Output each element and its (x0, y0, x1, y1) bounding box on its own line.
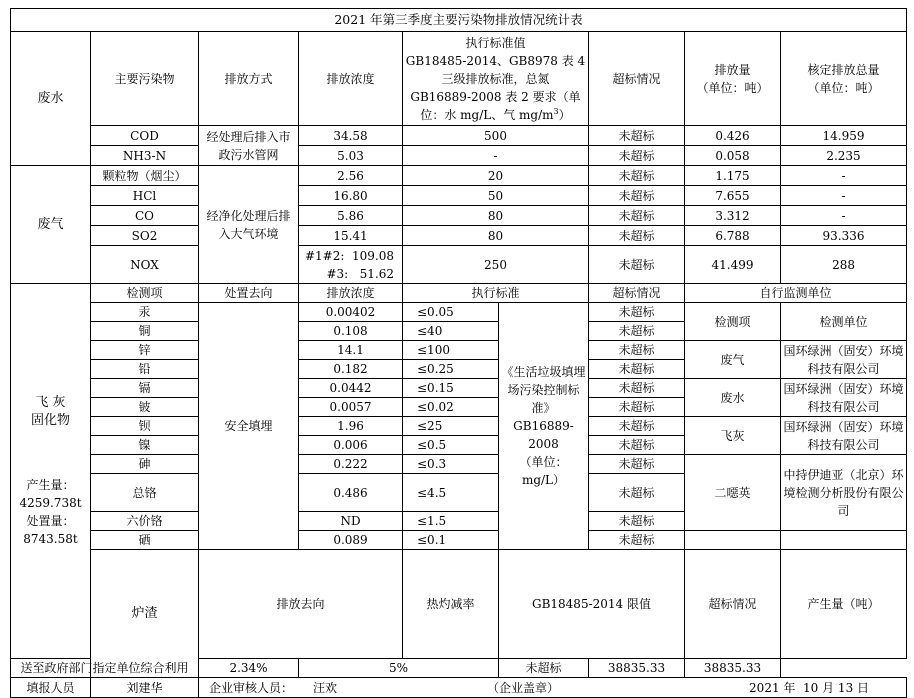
concentration-value: 0.0442 (299, 379, 403, 398)
total-value: 2.235 (781, 146, 907, 166)
exceed-status: 未超标 (589, 126, 685, 146)
header-item: 检测项 (91, 284, 199, 303)
table-row (11, 206, 907, 226)
concentration-value: 0.486 (299, 474, 403, 512)
total-value: - (781, 206, 907, 226)
header-exceed: 超标情况 (589, 32, 685, 126)
header-amount: 排放量 （单位：吨） (685, 32, 781, 126)
exceed-status: 未超标 (589, 146, 685, 166)
limit-value: ≤25 (403, 417, 499, 436)
discharge-method: 经净化处理后排入大气环境 (199, 166, 299, 284)
pollutant-emission-table (10, 8, 907, 698)
reviewer-label: 企业审核人员： (209, 680, 294, 695)
total-value: - (781, 186, 907, 206)
total-value: 14.959 (781, 126, 907, 146)
header-exceed: 超标情况 (589, 284, 685, 303)
amount-value: 41.499 (685, 246, 781, 284)
table-row (11, 417, 907, 436)
flyash-section-label: 飞 灰 固化物 (30, 395, 70, 428)
exceed-status: 未超标 (589, 436, 685, 455)
company-seal: （企业盖章） (487, 680, 560, 695)
table-row (11, 659, 907, 678)
exceed-status: 未超标 (589, 341, 685, 360)
concentration-value: 15.41 (299, 226, 403, 246)
header-slag-exceed: 超标情况 (685, 550, 781, 659)
exceed-status: 未超标 (589, 226, 685, 246)
header-concentration: 排放浓度 (299, 284, 403, 303)
filler-name: 刘建华 (91, 678, 199, 698)
standard-value: 50 (403, 186, 589, 206)
monitor-item: 飞灰 (685, 417, 781, 455)
table-row (11, 379, 907, 398)
test-item: 总铬 (91, 474, 199, 512)
exceed-status: 未超标 (589, 166, 685, 186)
monitor-unit: 中持伊迪亚（北京）环境检测分析股份有限公司 (781, 455, 907, 531)
limit-value: ≤0.05 (403, 303, 499, 322)
concentration-value: 1.96 (299, 417, 403, 436)
header-standard-superscript: 3 (553, 106, 559, 116)
limit-value: ≤40 (403, 322, 499, 341)
header-total: 核定排放总量 （单位：吨） (781, 32, 907, 126)
standard-value: 250 (403, 246, 589, 284)
table-row (11, 303, 907, 322)
table-row (11, 126, 907, 146)
limit-value: ≤1.5 (403, 512, 499, 531)
slag-reduction: 2.34% (199, 659, 299, 678)
section-flyash (11, 284, 91, 659)
header-slag-destination: 排放去向 (199, 550, 403, 659)
monitor-item: 二噁英 (685, 455, 781, 531)
concentration-value: 14.1 (299, 341, 403, 360)
limit-value: ≤4.5 (403, 474, 499, 512)
header-standard (403, 32, 589, 126)
test-item: 汞 (91, 303, 199, 322)
exceed-status: 未超标 (589, 531, 685, 550)
concentration-value: 0.0057 (299, 398, 403, 417)
footer-signature (199, 678, 907, 698)
pollutant-name: NOX (91, 246, 199, 284)
header-pollutant: 主要污染物 (91, 32, 199, 126)
exceed-status: 未超标 (589, 474, 685, 512)
header-concentration: 排放浓度 (299, 32, 403, 126)
discharge-method: 经处理后排入市政污水管网 (199, 126, 299, 166)
limit-value: ≤0.15 (403, 379, 499, 398)
table-row (11, 455, 907, 474)
concentration-value: 0.006 (299, 436, 403, 455)
header-slag-reduction: 热灼减率 (403, 550, 499, 659)
report-date: 2021 年 10 月 13 日 (749, 680, 870, 695)
exceed-status: 未超标 (589, 417, 685, 436)
concentration-value: 0.182 (299, 360, 403, 379)
flyash-production: 产生量： 4259.738t (19, 478, 82, 510)
header-slag-production: 产生量（吨） (781, 550, 907, 659)
pollutant-name: 颗粒物（烟尘） (91, 166, 199, 186)
slag-utilization: 38835.33 (685, 659, 781, 678)
concentration-value: 5.86 (299, 206, 403, 226)
disposal-destination: 安全填埋 (199, 303, 299, 550)
exceed-status: 未超标 (589, 512, 685, 531)
limit-value: ≤0.5 (403, 436, 499, 455)
test-item: 镉 (91, 379, 199, 398)
monitor-unit: 国环绿洲（固安）环境科技有限公司 (781, 379, 907, 417)
test-item: 铅 (91, 360, 199, 379)
amount-value: 7.655 (685, 186, 781, 206)
pollutant-name: HCl (91, 186, 199, 206)
filler-label: 填报人员 (11, 678, 91, 698)
table-row (11, 341, 907, 360)
standard-value: 80 (403, 226, 589, 246)
monitor-unit: 国环绿洲（固安）环境科技有限公司 (781, 341, 907, 379)
table-row (11, 531, 907, 550)
amount-value: 1.175 (685, 166, 781, 186)
header-method: 排放方式 (199, 32, 299, 126)
limit-value: ≤0.1 (403, 531, 499, 550)
exceed-status: 未超标 (589, 379, 685, 398)
concentration-value: 0.108 (299, 322, 403, 341)
concentration-value: 0.00402 (299, 303, 403, 322)
test-item: 六价铬 (91, 512, 199, 531)
monitor-item-empty (685, 531, 781, 550)
amount-value: 3.312 (685, 206, 781, 226)
test-item: 镍 (91, 436, 199, 455)
monitor-unit: 国环绿洲（固安）环境科技有限公司 (781, 417, 907, 455)
exceed-status: 未超标 (589, 246, 685, 284)
footer-row (11, 678, 907, 698)
table-row (11, 226, 907, 246)
concentration-value: 2.56 (299, 166, 403, 186)
exceed-status: 未超标 (589, 322, 685, 341)
monitor-item: 废水 (685, 379, 781, 417)
test-item: 铜 (91, 322, 199, 341)
header-standard: 执行标准 (403, 284, 589, 303)
concentration-value: #1#2: 109.08 #3: 51.62 (299, 246, 403, 284)
concentration-value: 0.222 (299, 455, 403, 474)
exceed-status: 未超标 (589, 360, 685, 379)
table-row (11, 186, 907, 206)
exceed-status: 未超标 (589, 303, 685, 322)
monitor-item-header: 检测项 (685, 303, 781, 341)
report-page (10, 8, 907, 698)
test-item: 硒 (91, 531, 199, 550)
test-item: 钡 (91, 417, 199, 436)
monitor-unit-header: 检测单位 (781, 303, 907, 341)
header-standard-close: ） (558, 107, 571, 122)
test-item: 砷 (91, 455, 199, 474)
concentration-value: 0.089 (299, 531, 403, 550)
limit-value: ≤0.02 (403, 398, 499, 417)
limit-value: ≤100 (403, 341, 499, 360)
reviewer-name: 汪欢 (313, 680, 338, 695)
monitor-item: 废气 (685, 341, 781, 379)
monitor-unit-empty (781, 531, 907, 550)
header-destination: 处置去向 (199, 284, 299, 303)
standard-value: 20 (403, 166, 589, 186)
exceed-status: 未超标 (589, 398, 685, 417)
exceed-status: 未超标 (589, 455, 685, 474)
concentration-value: 34.58 (299, 126, 403, 146)
total-value: 93.336 (781, 226, 907, 246)
standard-description: 《生活垃圾填埋场污染控制标准》 GB16889-2008 （单位：mg/L） (499, 303, 589, 550)
standard-value: - (403, 146, 589, 166)
amount-value: 6.788 (685, 226, 781, 246)
header-slag-limit: GB18485-2014 限值 (499, 550, 685, 659)
table-title: 2021 年第三季度主要污染物排放情况统计表 (11, 9, 907, 32)
table-row (11, 146, 907, 166)
pollutant-name: COD (91, 126, 199, 146)
total-value: - (781, 166, 907, 186)
pollutant-name: SO2 (91, 226, 199, 246)
test-item: 铍 (91, 398, 199, 417)
exceed-status: 未超标 (499, 659, 589, 678)
table-row (11, 166, 907, 186)
total-value: 288 (781, 246, 907, 284)
exceed-status: 未超标 (589, 186, 685, 206)
table-row (11, 246, 907, 284)
limit-value: ≤0.3 (403, 455, 499, 474)
standard-value: 500 (403, 126, 589, 146)
pollutant-name: NH3-N (91, 146, 199, 166)
test-item: 锌 (91, 341, 199, 360)
section-slag: 炉渣 (91, 550, 199, 678)
slag-destination: 送至政府部门指定单位综合利用 (11, 659, 199, 678)
section-wastewater: 废水 (11, 32, 91, 166)
concentration-value: 5.03 (299, 146, 403, 166)
slag-production: 38835.33 (589, 659, 685, 678)
flyash-disposal: 处置量： 8743.58t (23, 514, 78, 546)
standard-value: 80 (403, 206, 589, 226)
concentration-value: ND (299, 512, 403, 531)
header-monitor-unit: 自行监测单位 (685, 284, 907, 303)
pollutant-name: CO (91, 206, 199, 226)
section-exhaust: 废气 (11, 166, 91, 284)
header-standard-text: 执行标准值 GB18485-2014、GB8978 表 4 三级排放标准，总氮 GB16889-2008 表 2 要求（单位：水 mg/L、气 mg/m (405, 35, 586, 122)
exceed-status: 未超标 (589, 206, 685, 226)
slag-limit: 5% (299, 659, 499, 678)
concentration-value: 16.80 (299, 186, 403, 206)
amount-value: 0.426 (685, 126, 781, 146)
amount-value: 0.058 (685, 146, 781, 166)
limit-value: ≤0.25 (403, 360, 499, 379)
